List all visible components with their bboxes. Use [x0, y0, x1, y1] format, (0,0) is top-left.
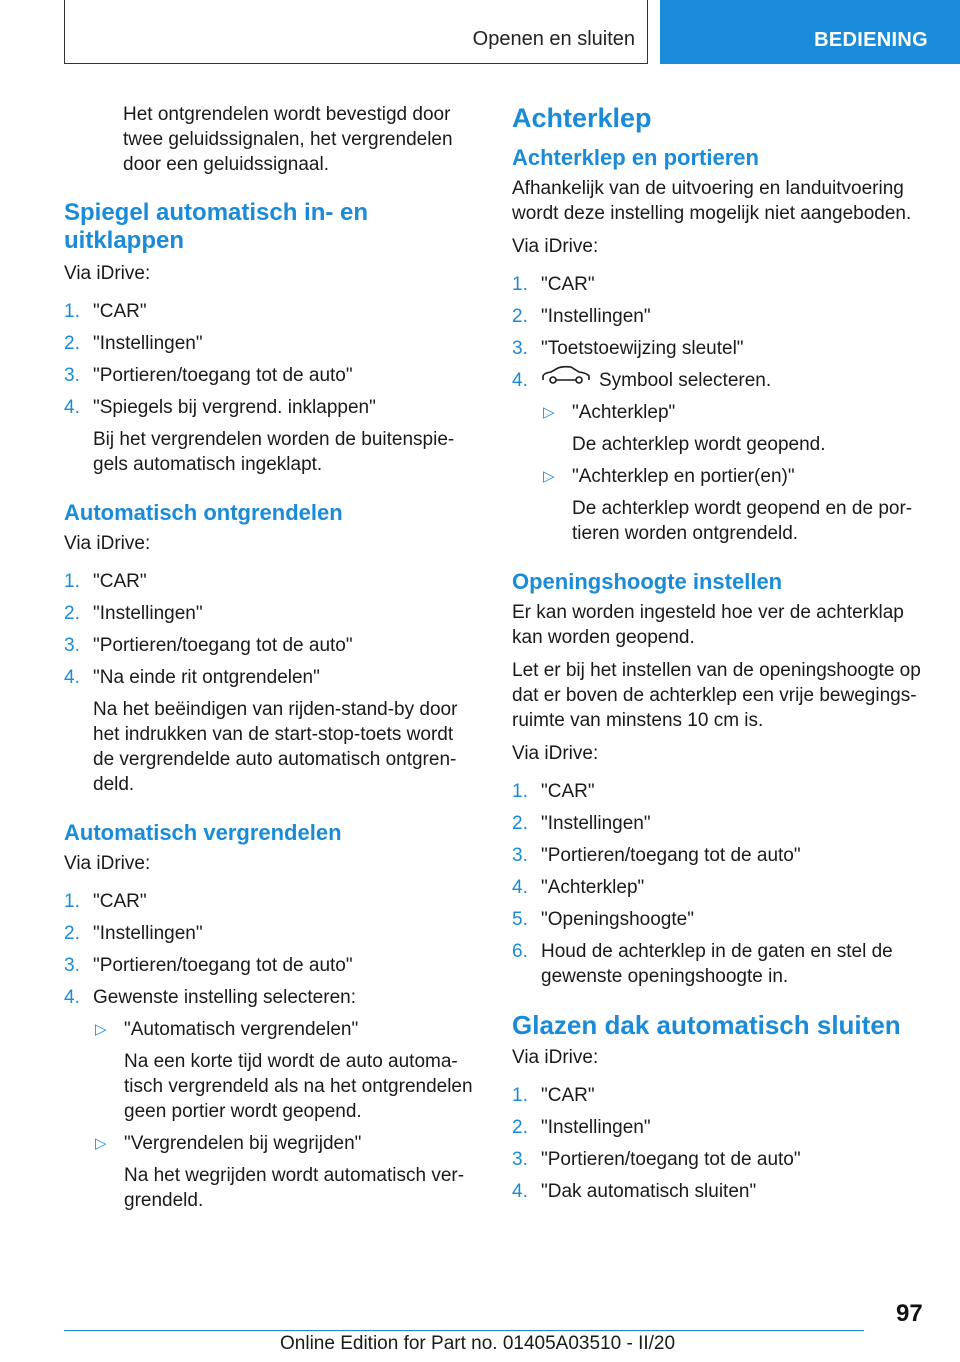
step-note: Na het beëindigen van rijden-stand-by door het indrukken van de start-stop-toets wordt de vergrendelde auto automatisch ontgren-deld. [93, 699, 458, 795]
step-text: "Toetstoewijzing sleutel" [541, 338, 744, 359]
car-icon [541, 365, 591, 392]
step-item [512, 1083, 930, 1108]
step-item [512, 875, 930, 900]
step-number: 3. [64, 955, 80, 976]
heading-glazen-dak: Glazen dak automatisch sluiten [512, 1010, 901, 1040]
step-item [512, 304, 930, 329]
sub-text: "Automatisch vergrendelen" [124, 1019, 359, 1040]
step-number: 3. [512, 1149, 528, 1170]
step-number: 1. [64, 571, 80, 592]
step-number: 3. [512, 845, 528, 866]
paragraph: Let er bij het instellen van de openingshoogte op dat er boven de achterklep een vrije bewegings-ruimte van minstens 10 cm is. [512, 660, 921, 731]
triangle-right-icon: ▷ [95, 1135, 107, 1152]
step-text: "Openingshoogte" [541, 909, 694, 930]
sub-text: "Vergrendelen bij wegrijden" [124, 1133, 362, 1154]
step-number: 2. [64, 923, 80, 944]
heading-ontgrendelen: Automatisch ontgrendelen [64, 500, 343, 525]
step-text: "Na einde rit ontgrendelen" [93, 667, 320, 688]
step-text: "Achterklep" [541, 877, 645, 898]
paragraph: Afhankelijk van de uitvoering en landuitvoering wordt deze instelling mogelijk niet aangeboden. [512, 178, 912, 224]
step-item [512, 907, 930, 932]
step-number: 4. [64, 397, 80, 418]
step-number: 3. [64, 365, 80, 386]
steps-vergrendelen [64, 889, 478, 1213]
step-text: "Dak automatisch sluiten" [541, 1181, 757, 1202]
page-number: 97 [896, 1300, 923, 1327]
via-idrive-label: Via iDrive: [512, 236, 599, 257]
step-text: Gewenste instelling selecteren: [93, 987, 356, 1008]
heading-vergrendelen: Automatisch vergrendelen [64, 820, 342, 845]
sub-note: Na het wegrijden wordt automatisch ver-grendeld. [124, 1165, 465, 1211]
sub-note: Na een korte tijd wordt de auto automa-tisch vergrendeld als na het ontgrendelen geen portier wordt geopend. [124, 1051, 473, 1122]
step-item [64, 633, 478, 658]
step-text: "CAR" [93, 571, 147, 592]
header-section-label: BEDIENING [814, 29, 928, 51]
triangle-right-icon: ▷ [543, 404, 555, 421]
step-item [64, 569, 478, 594]
page-header [0, 0, 960, 66]
step-number: 3. [64, 635, 80, 656]
step-item [64, 985, 478, 1213]
step-text: Houd de achterklep in de gaten en stel de gewenste openingshoogte in. [541, 941, 893, 987]
step-item [64, 601, 478, 626]
step-text: "CAR" [541, 781, 595, 802]
right-column [512, 102, 930, 1211]
step-text: "Instellingen" [541, 1117, 651, 1138]
step-item [512, 1147, 930, 1172]
steps-glazen-dak [512, 1083, 930, 1204]
triangle-right-icon: ▷ [543, 468, 555, 485]
sub-note: De achterklep wordt geopend en de por-tieren worden ontgrendeld. [572, 498, 913, 544]
step-number: 5. [512, 909, 528, 930]
paragraph: Er kan worden ingesteld hoe ver de achterklap kan worden geopend. [512, 602, 904, 648]
step-number: 4. [512, 370, 528, 391]
steps-ontgrendelen [64, 569, 478, 797]
step-number: 2. [512, 306, 528, 327]
sub-item [93, 1017, 478, 1124]
footer-divider [64, 1330, 864, 1331]
step-item [64, 953, 478, 978]
step-number: 3. [512, 338, 528, 359]
via-idrive-label: Via iDrive: [64, 263, 151, 284]
triangle-right-icon: ▷ [95, 1021, 107, 1038]
step-text: "Spiegels bij vergrend. inklappen" [93, 397, 376, 418]
header-title: Openen en sluiten [472, 28, 635, 50]
step-text: "CAR" [541, 274, 595, 295]
step-number: 2. [512, 1117, 528, 1138]
step-text: "Instellingen" [93, 923, 203, 944]
steps-openingshoogte [512, 779, 930, 989]
step-item [64, 363, 478, 388]
step-item [64, 665, 478, 797]
header-title-box [64, 0, 648, 64]
step-item [512, 368, 930, 546]
step-item [64, 921, 478, 946]
step-item [64, 395, 478, 477]
sub-item [93, 1131, 478, 1213]
step-number: 1. [512, 781, 528, 802]
step-item [64, 299, 478, 324]
step-text: "Portieren/toegang tot de auto" [541, 845, 801, 866]
step-number: 2. [64, 333, 80, 354]
step-item [64, 889, 478, 914]
sub-item [541, 400, 930, 457]
heading-spiegel: Spiegel automatisch in- en uitklappen [64, 199, 369, 254]
step-number: 1. [64, 301, 80, 322]
via-idrive-label: Via iDrive: [64, 853, 151, 874]
step-note: Bij het vergrendelen worden de buitenspie-gels automatisch ingeklapt. [93, 429, 455, 475]
step-text: "Instellingen" [541, 306, 651, 327]
step-item [512, 336, 930, 361]
step-number: 6. [512, 941, 528, 962]
step-item [512, 779, 930, 804]
sub-item [541, 464, 930, 546]
step-text: "Instellingen" [93, 333, 203, 354]
step-text: "Portieren/toegang tot de auto" [93, 365, 353, 386]
step-text: "CAR" [93, 891, 147, 912]
sub-text: "Achterklep en portier(en)" [572, 466, 795, 487]
footer-edition: Online Edition for Part no. 01405A03510 - II/20 [280, 1333, 676, 1354]
step-text: "Portieren/toegang tot de auto" [93, 635, 353, 656]
step-text: "CAR" [93, 301, 147, 322]
intro-paragraph: Het ontgrendelen wordt bevestigd door twee geluidssignalen, het vergrendelen door een geluidssignaal. [123, 104, 453, 175]
step-number: 4. [512, 877, 528, 898]
step-number: 2. [64, 603, 80, 624]
step-number: 4. [64, 667, 80, 688]
step-item [512, 811, 930, 836]
sub-note: De achterklep wordt geopend. [572, 434, 826, 455]
step-number: 2. [512, 813, 528, 834]
step-number: 4. [64, 987, 80, 1008]
heading-achterklep: Achterklep [512, 103, 652, 133]
step-item [64, 331, 478, 356]
step-text: "Portieren/toegang tot de auto" [93, 955, 353, 976]
step-number: 1. [512, 1085, 528, 1106]
step-item [512, 1179, 930, 1204]
via-idrive-label: Via iDrive: [512, 743, 599, 764]
heading-achterklep-portieren: Achterklep en portieren [512, 145, 759, 170]
step-item [512, 843, 930, 868]
header-section-tab [660, 0, 960, 64]
via-idrive-label: Via iDrive: [512, 1047, 599, 1068]
step-text: Symbool selecteren. [599, 370, 772, 391]
step-text: "Instellingen" [541, 813, 651, 834]
step-item [512, 1115, 930, 1140]
step-text: "CAR" [541, 1085, 595, 1106]
step-text: "Instellingen" [93, 603, 203, 624]
via-idrive-label: Via iDrive: [64, 533, 151, 554]
sub-text: "Achterklep" [572, 402, 676, 423]
step-number: 1. [64, 891, 80, 912]
step-item [512, 272, 930, 297]
step-item [512, 939, 930, 989]
step-number: 4. [512, 1181, 528, 1202]
steps-achterklep [512, 272, 930, 546]
step-number: 1. [512, 274, 528, 295]
step-text: "Portieren/toegang tot de auto" [541, 1149, 801, 1170]
steps-spiegel [64, 299, 478, 477]
heading-openingshoogte: Openingshoogte instellen [512, 569, 783, 594]
left-column [64, 102, 478, 1220]
